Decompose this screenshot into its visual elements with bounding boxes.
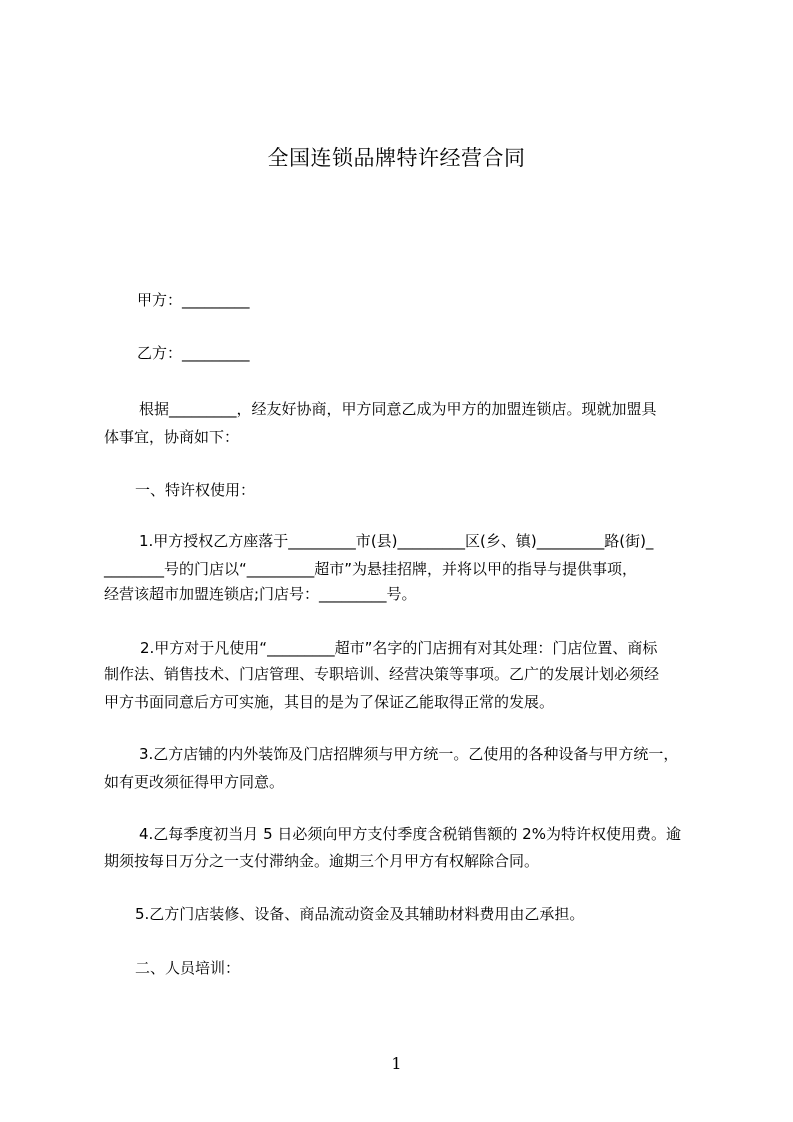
- clause-1-line-2: ________号的门店以“_________超市”为悬挂招牌，并将以甲的指导与提供事项，: [104, 560, 638, 578]
- intro-line-1: 根据_________，经友好协商，甲方同意乙成为甲方的加盟连锁店。现就加盟具: [139, 400, 657, 418]
- section-2-heading: 二、人员培训：: [135, 959, 241, 977]
- clause-1-line-3: 经营该超市加盟连锁店;门店号：_________号。: [104, 585, 417, 603]
- clause-4-line-2: 期须按每日万分之一支付滞纳金。逾期三个月甲方有权解除合同。: [104, 852, 540, 870]
- party-b-line: 乙方：_________: [137, 344, 250, 362]
- clause-3-line-1: 3.乙方店铺的内外装饰及门店招牌须与甲方统一。乙使用的各种设备与甲方统一，: [139, 745, 679, 763]
- clause-5-line-1: 5.乙方门店装修、设备、商品流动资金及其辅助材料费用由乙承担。: [135, 905, 585, 923]
- party-a-line: 甲方：_________: [137, 291, 250, 309]
- section-1-heading: 一、特许权使用：: [135, 481, 256, 499]
- clause-3-line-2: 如有更改须征得甲方同意。: [104, 773, 285, 791]
- intro-line-2: 体事宜，协商如下：: [104, 428, 240, 446]
- clause-2-line-3: 甲方书面同意后方可实施，其目的是为了保证乙能取得正常的发展。: [104, 693, 555, 711]
- clause-2-line-1: 2.甲方对于凡使用“_________超市”名字的门店拥有对其处理：门店位置、商标: [140, 639, 658, 657]
- clause-1-line-1: 1.甲方授权乙方座落于_________市(县)_________区(乡、镇)_________路(街)_: [139, 532, 654, 550]
- clause-2-line-2: 制作法、销售技术、门店管理、专职培训、经营决策等事项。乙广的发展计划必须经: [104, 665, 660, 683]
- page-number: 1: [391, 1054, 402, 1073]
- clause-4-line-1: 4.乙每季度初当月 5 日必须向甲方支付季度含税销售额的 2%为特许权使用费。逾: [139, 825, 681, 843]
- document-title: 全国连锁品牌特许经营合同: [267, 146, 526, 170]
